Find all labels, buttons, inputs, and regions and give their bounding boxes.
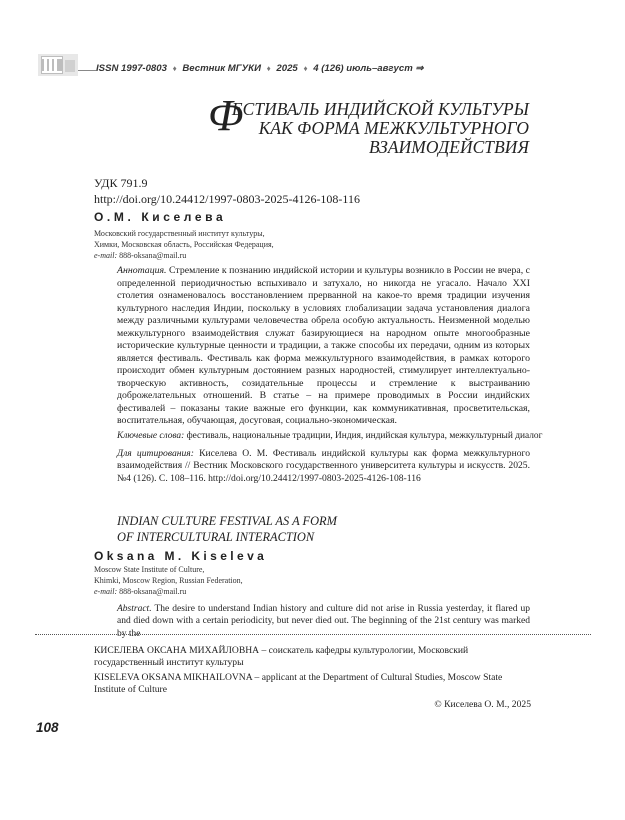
title-line-1: ЕСТИВАЛЬ ИНДИЙСКОЙ КУЛЬТУРЫ bbox=[231, 99, 529, 119]
doi-link[interactable]: http://doi.org/10.24412/1997-0803-2025-4126-108-116 bbox=[94, 191, 360, 206]
email-label: e-mail: bbox=[94, 251, 118, 261]
udk-block bbox=[94, 176, 360, 207]
author-footnote-en: KISELEVA OKSANA MIKHAILOVNA – applicant at the Department of Cultural Studies, Moscow State Institute of Culture bbox=[94, 672, 503, 696]
email-en bbox=[94, 586, 243, 597]
header-separator: ♦ bbox=[303, 64, 308, 73]
copyright: © Киселева О. М., 2025 bbox=[434, 699, 531, 710]
keywords bbox=[117, 430, 543, 442]
title-en-line-1: INDIAN CULTURE FESTIVAL AS A FORM bbox=[117, 514, 337, 528]
abstract-label: Abstract. bbox=[117, 604, 152, 614]
location-en: Khimki, Moscow Region, Russian Federation, bbox=[94, 576, 243, 586]
journal-logo-icon bbox=[38, 52, 80, 78]
affiliation-ru bbox=[94, 228, 274, 262]
email-ru bbox=[94, 250, 274, 261]
header-rule bbox=[78, 70, 96, 71]
journal-header bbox=[96, 63, 423, 74]
header-year: 2025 bbox=[276, 63, 298, 74]
citation bbox=[117, 448, 530, 485]
keywords-text: фестиваль, национальные традиции, Индия, индийская культура, межкультурный диалог bbox=[186, 431, 543, 441]
affiliation-en bbox=[94, 564, 243, 598]
abstract-ru bbox=[117, 265, 530, 428]
institution-ru: Московский государственный институт культуры, bbox=[94, 229, 265, 238]
abstract-text: Стремление к познанию индийской истории и культуры возникло в России не вчера, с определенной периодичностью вспыхивало и затухало, но никогда не угасало. Начало XXI столетия ознаменовалось восстановлением прерванной на какое-то время традиции изучения культурного наследия Индии, поскольку в условиях глобализации задача установления диалога между различными культурами человечества обрела особую актуальность. Неизменной моделью межкультурного взаимодействия служат базирующиеся на народном опыте многообразные исторические культурные ценности и традиции, а также способы их передачи, одним из которых является фестиваль. Фестиваль как форма межкультурного взаимодействия, в рамках которого происходит обмен культурным достоянием разных народностей, стимулирует интеллектуально-творческую активность, созидательные процессы и стремление к выстраиванию доброжелательных отношений. В статье – на примере проводимых в России индийских фестивалей – показаны такие важные его функции, как коммуникативная, просветительская, воспитательная, обучающая, досуговая, социально-экономическая. bbox=[117, 265, 531, 426]
page-number: 108 bbox=[36, 720, 59, 735]
email-label: e-mail: bbox=[94, 587, 118, 597]
header-separator: ♦ bbox=[266, 64, 271, 73]
article-title bbox=[207, 91, 529, 157]
abstract-label: Аннотация. bbox=[117, 265, 167, 276]
email-address[interactable]: 888-oksana@mail.ru bbox=[119, 251, 187, 261]
header-arrow: ⇒ bbox=[415, 63, 424, 74]
institution-en: Moscow State Institute of Culture, bbox=[94, 565, 205, 574]
header-issn: ISSN 1997-0803 bbox=[96, 63, 167, 74]
abstract-text: The desire to understand Indian history and culture did not arise in Russia yesterday, it flared up and died down with a certain periodicity, but never died out. The beginning of the 21st century was marked by the bbox=[117, 604, 530, 639]
header-issue: 4 (126) июль–август bbox=[313, 63, 413, 74]
author-name-ru: О.М. Киселева bbox=[94, 210, 227, 224]
citation-text: Киселева О. М. Фестиваль индийской культуры как форма межкультурного взаимодействия // Вестник Московского государственного университета культуры и искусств. 2025. №4 (126). С. 108–116. http://doi.org/10.24412/1997-0803-2025-4126-108-116 bbox=[117, 448, 530, 484]
location-ru: Химки, Московская область, Российская Федерация, bbox=[94, 240, 274, 250]
header-separator: ♦ bbox=[172, 64, 177, 73]
email-address[interactable]: 888-oksana@mail.ru bbox=[119, 587, 187, 597]
keywords-label: Ключевые слова: bbox=[117, 431, 185, 441]
article-title-en bbox=[117, 513, 337, 545]
title-dropcap: Ф bbox=[207, 91, 244, 140]
header-journal: Вестник МГУКИ bbox=[182, 63, 261, 74]
author-footnote-ru: КИСЕЛЕВА ОКСАНА МИХАЙЛОВНА – соискатель кафедры культурологии, Московский государственный институт культуры bbox=[94, 645, 469, 669]
title-line-2: КАК ФОРМА МЕЖКУЛЬТУРНОГО bbox=[258, 118, 529, 138]
udk-code: УДК 791.9 bbox=[94, 176, 148, 190]
title-en-line-2: OF INTERCULTURAL INTERACTION bbox=[117, 530, 315, 544]
footnote-divider bbox=[35, 634, 591, 635]
author-name-en: Oksana M. Kiseleva bbox=[94, 549, 268, 563]
citation-label: Для цитирования: bbox=[117, 448, 194, 459]
title-line-3: ВЗАИМОДЕЙСТВИЯ bbox=[369, 137, 529, 157]
